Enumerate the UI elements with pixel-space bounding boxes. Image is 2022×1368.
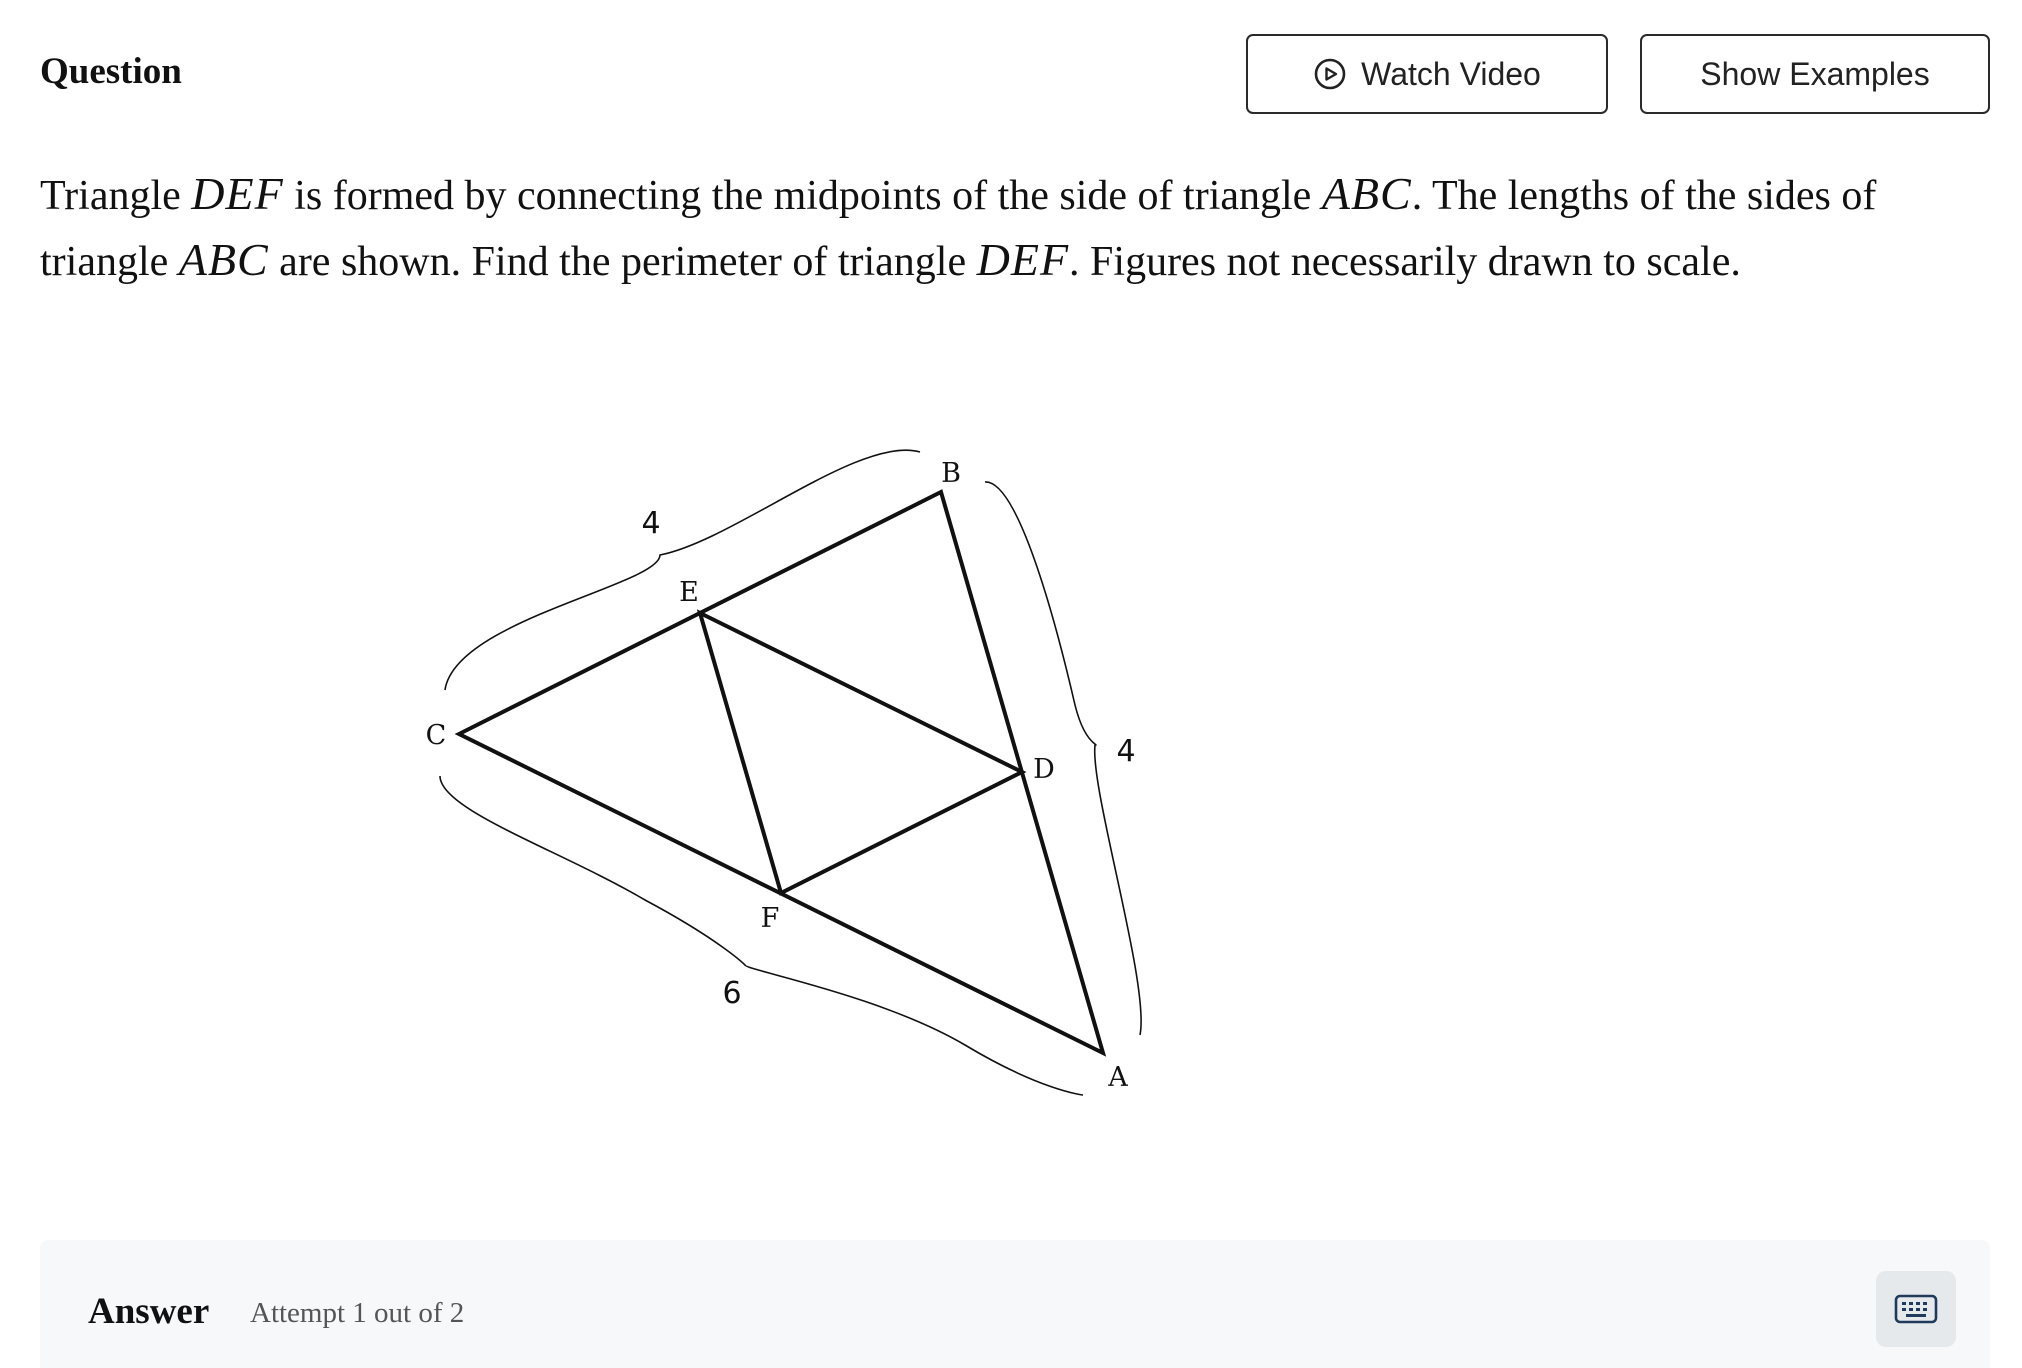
keyboard-button[interactable] — [1876, 1271, 1956, 1347]
attempt-counter: Attempt 1 out of 2 — [250, 1297, 465, 1329]
question-heading: Question — [40, 51, 182, 92]
triangle-def — [700, 613, 1022, 893]
watch-video-button[interactable] — [1246, 34, 1608, 114]
vertex-label-d: D — [1033, 754, 1055, 785]
play-circle-icon — [1313, 57, 1347, 91]
keyboard-icon — [1894, 1293, 1938, 1325]
side-length-ca: 6 — [722, 976, 742, 1011]
question-text-part: . Figures not necessarily drawn to scale. — [1069, 239, 1741, 285]
triangle-figure — [0, 420, 2022, 1120]
question-text-part: are shown. Find the perimeter of triangle — [268, 239, 977, 285]
question-text-part: . The lengths of the sides of triangle — [40, 173, 1877, 285]
vertex-label-b: B — [941, 458, 961, 489]
brace-cb — [445, 450, 920, 690]
show-examples-label: Show Examples — [1700, 55, 1930, 92]
question-text-part: is formed by connecting the midpoints of the side of triangle — [283, 173, 1322, 219]
triangle-abc — [459, 492, 1103, 1053]
vertex-label-c: C — [425, 720, 447, 751]
vertex-label-e: E — [679, 577, 699, 608]
math-def: DEF — [976, 234, 1070, 285]
math-abc: ABC — [178, 234, 269, 285]
side-length-ba: 4 — [1116, 734, 1136, 769]
side-length-cb: 4 — [641, 506, 661, 541]
math-abc: ABC — [1321, 168, 1412, 219]
question-text-part: Triangle — [40, 173, 192, 219]
show-examples-button[interactable] — [1640, 34, 1990, 114]
question-text — [40, 162, 2000, 294]
vertex-label-a: A — [1108, 1062, 1128, 1093]
answer-label: Answer — [88, 1291, 210, 1332]
answer-panel — [40, 1240, 1990, 1368]
watch-video-label: Watch Video — [1361, 55, 1541, 92]
vertex-label-f: F — [760, 903, 780, 934]
math-def: DEF — [191, 168, 284, 219]
